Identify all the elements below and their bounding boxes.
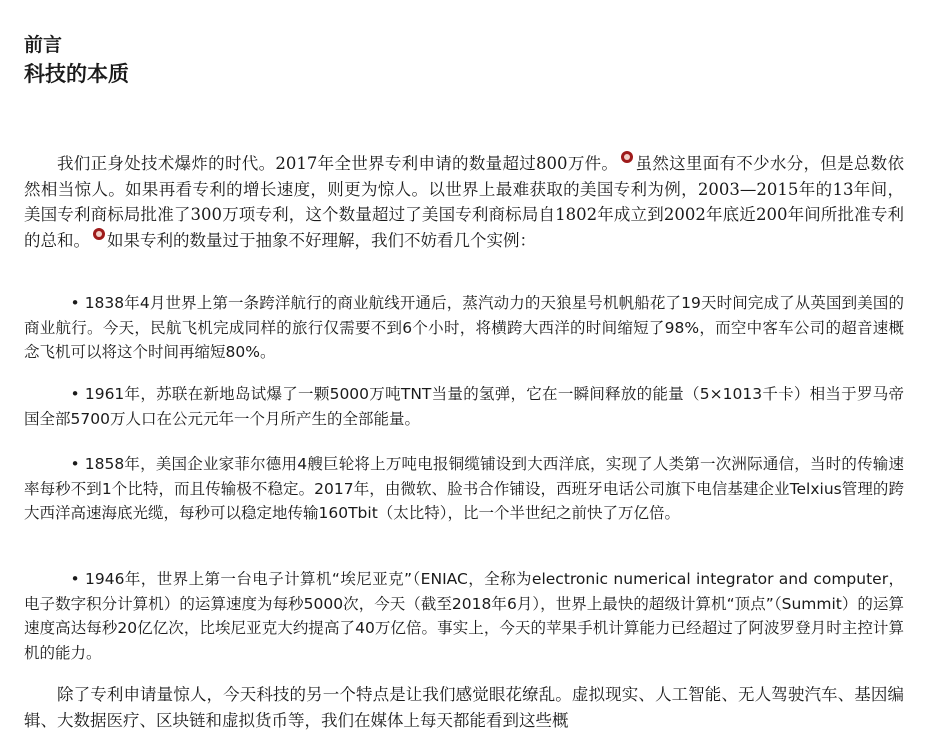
- bullet-item-computer: • 1946年，世界上第一台电子计算机“埃尼亚克”（ENIAC，全称为electronic numerical integrator and computer，电子数字积分计算机）的运算速度为每秒5000次，今天（截至2018年6月），世界上最快的超级计算机“顶点”（Summit）的运算速度高达每秒20亿亿次，比埃尼亚克大约提高了40万亿倍。事实上，今天的苹果手机计算能力已经超过了阿波罗登月时主控计算机的能力。: [24, 570, 904, 662]
- bullet-item-cable: • 1858年，美国企业家菲尔德用4艘巨轮将上万吨电报铜缆铺设到大西洋底，实现了人类第一次洲际通信，当时的传输速率每秒不到1个比特，而且传输极不稳定。2017年，由微软、脸书合作铺设，西班牙电话公司旗下电信基建企业Telxius管理的跨大西洋高速海底光缆，每秒可以稳定地传输160Tbit（太比特），比一个半世纪之前快了万亿倍。: [24, 455, 904, 522]
- section-label: 前言: [24, 34, 63, 56]
- chapter-title: 科技的本质: [24, 62, 129, 86]
- footnote-marker-icon[interactable]: [93, 228, 105, 240]
- intro-paragraph: [24, 151, 904, 253]
- bullet-item-ship: • 1838年4月世界上第一条跨洋航行的商业航线开通后，蒸汽动力的天狼星号机帆船花了19天时间完成了从英国到美国的商业航行。今天，民航飞机完成同样的旅行仅需要不到6个小时，将横跨大西洋的时间缩短了98%，而空中客车公司的超音速概念飞机可以将这个时间再缩短80%。: [24, 294, 904, 361]
- intro-text-2: 虽然这里面有不少水分，但是总数依然相当惊人。如果再看专利的增长速度，则更为惊人。以世界上最难获取的美国专利为例，2003—2015年的13年间，美国专利商标局批准了300万项专利，这个数量超过了美国专利商标局自1802年成立到2002年底近200年间所批准专利的总和。: [24, 154, 904, 250]
- bullet-item-bomb: • 1961年，苏联在新地岛试爆了一颗5000万吨TNT当量的氢弹，它在一瞬间释放的能量（5×1013千卡）相当于罗马帝国全部5700万人口在公元元年一个月所产生的全部能量。: [24, 385, 904, 428]
- footnote-marker-icon[interactable]: [621, 151, 633, 163]
- closing-paragraph: 除了专利申请量惊人，今天科技的另一个特点是让我们感觉眼花缭乱。虚拟现实、人工智能、无人驾驶汽车、基因编辑、大数据医疗、区块链和虚拟货币等，我们在媒体上每天都能看到这些概: [24, 685, 904, 730]
- intro-text-1: 我们正身处技术爆炸的时代。2017年全世界专利申请的数量超过800万件。: [57, 154, 619, 173]
- intro-text-3: 如果专利的数量过于抽象不好理解，我们不妨看几个实例：: [107, 230, 536, 250]
